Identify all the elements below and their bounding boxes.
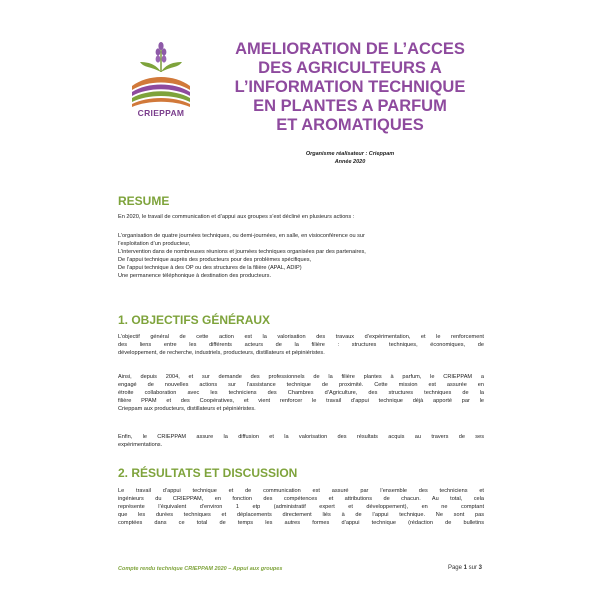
section1-paragraph-1: L’objectif général de cette action est la valorisation des travaux d’expérimentation, et le renforcement des liens entre les différents acteurs de la filière : structures techniques, économiques, de développement, de recherche, industriels, producteurs, distillateurs et pépiniéristes. [118,334,484,356]
resume-heading: RESUME [118,194,170,208]
list-item: L’organisation de quatre journées techniques, ou demi-journées, en salle, en visioconférence ou sur [118,233,365,239]
resume-intro: En 2020, le travail de communication et d’appui aux groupes s’est décliné en plusieurs actions : [118,214,355,220]
document-subtitle [212,150,488,166]
year-line: Année 2020 [334,159,366,165]
section1-heading: 1. OBJECTIFS GÉNÉRAUX [118,313,271,327]
lavender-field-icon [128,38,194,108]
section2-heading: 2. RÉSULTATS ET DISCUSSION [118,466,298,480]
list-item: L’intervention dans de nombreuses réunions et journées techniques organisées par des partenaires, [118,249,366,255]
footer-caption: Compte rendu technique CRIEPPAM 2020 – Appui aux groupes [118,566,283,572]
logo-wordmark: CRIEPPAM [137,108,185,118]
organisation-line: Organisme réalisateur : Crieppam [305,151,395,157]
document-title: AMELIORATION DE L’ACCES DES AGRICULTEURS A L’INFORMATION TECHNIQUE EN PLANTES A PARFUM ET AROMATIQUES [234,40,466,134]
list-item: l’exploitation d’un producteur, [118,241,191,247]
section1-paragraph-3: Enfin, le CRIEPPAM assure la diffusion et la valorisation des résultats acquis au travers de ses expérimentations. [118,434,484,448]
list-item: De l’appui technique à des OP ou des structures de la filière (APAL, ADIP) [118,265,302,271]
list-item: De l’appui technique auprès des producteurs pour des problèmes spécifiques, [118,257,312,263]
resume-list [118,232,484,280]
crieppam-logo [128,38,194,124]
page-number: Page 1 sur 3 [447,565,482,571]
section1-paragraph-2: Ainsi, depuis 2004, et sur demande des professionnels de la filière plantes à parfum, le CRIEPPAM a engagé de nouvelles actions sur l’assistance technique de proximité. Cette mission est assurée en étroite collaboration avec les techniciens des Chambres d’Agriculture, des structures techniques de la filière PPAM et des Coopératives, et vient renforcer le travail d’appui technique déjà apporté par le Crieppam aux producteurs, distillateurs et pépiniéristes. [118,374,484,412]
list-item: Une permanence téléphonique à destination des producteurs. [118,273,272,279]
section2-paragraph-1: Le travail d’appui technique et de communication est assuré par l’ensemble des techniciens et ingénieurs du CRIEPPAM, en fonction des compétences et attributions de chacun. Au total, cela représente l’équivalent d’environ 1 etp (administratif expert et développement), en ne comptant que les durées techniques et déplacements directement liés à de l’appui technique. Ne sont pas comptées dans ce total de temps les autres formes d’appui technique (rédaction de bulletins [118,488,484,526]
